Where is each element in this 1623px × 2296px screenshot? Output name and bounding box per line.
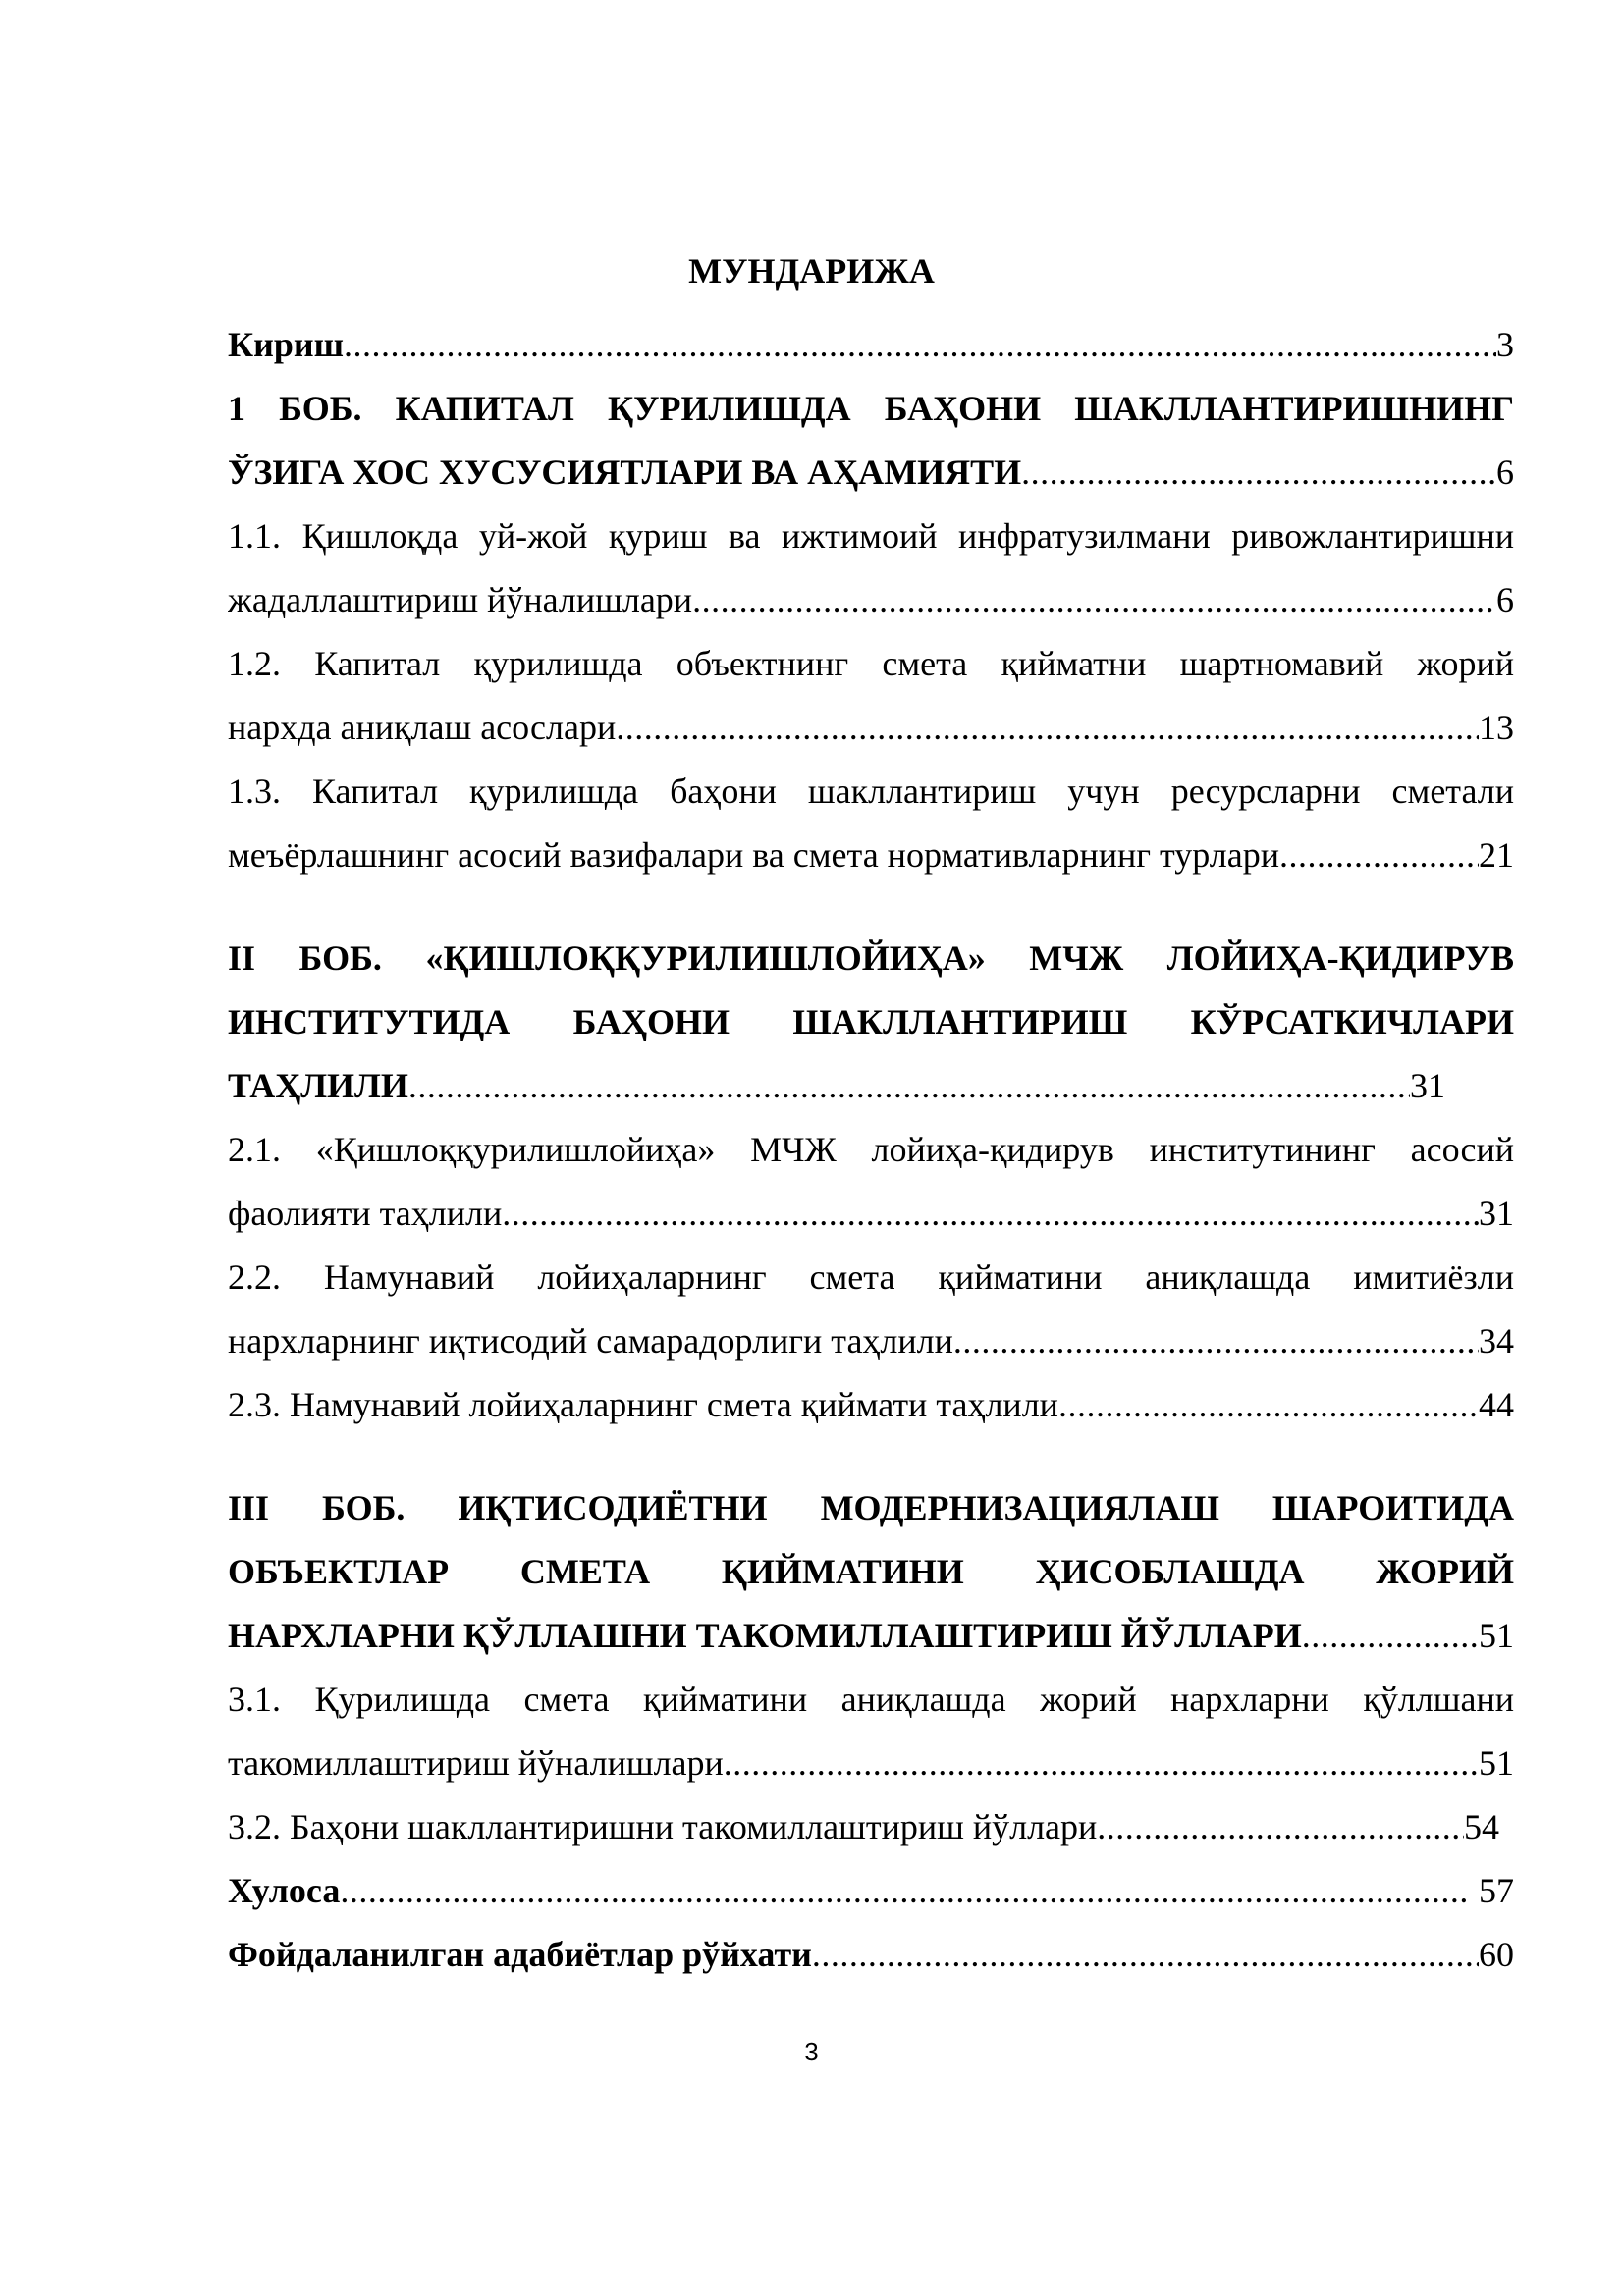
toc-page-number: 60 [1479,1935,1514,1974]
toc-leader-dots [812,1925,1479,1984]
toc-section-1-2[interactable] [228,698,1514,757]
toc-chapter-3[interactable] [228,1606,1514,1665]
toc-page-number: 3 [1496,325,1514,364]
toc-leader-dots [340,1861,1470,1920]
toc-chapter-1-line-1[interactable]: 1 БОБ. КАПИТАЛ ҚУРИЛИШДА БАҲОНИ ШАКЛЛАНТИРИШНИНГ [228,389,1514,428]
page-number-footer: 3 [804,2037,819,2066]
toc-section-2-2-line-1[interactable]: 2.2. Намунавий лойиҳаларнинг смета қийматини аниқлашда имитиёзли [228,1257,1514,1297]
toc-entry-label: фаолияти таҳлили [228,1194,503,1233]
toc-chapter-3-line-1[interactable]: III БОБ. ИҚТИСОДИЁТНИ МОДЕРНИЗАЦИЯЛАШ ШАРОИТИДА [228,1488,1514,1527]
toc-leader-dots [1058,1375,1479,1434]
toc-entry-label: НАРХЛАРНИ ҚЎЛЛАШНИ ТАКОМИЛЛАШТИРИШ ЙЎЛЛАРИ [228,1616,1302,1655]
toc-section-1-1[interactable] [228,570,1514,629]
toc-entry-label: такомиллаштириш йўналишлари [228,1743,724,1783]
toc-section-2-3[interactable] [228,1375,1514,1434]
toc-entry-label: 3.2. Баҳони шакллантиришни такомиллаштириш йўллари [228,1807,1098,1846]
toc-page-number: 13 [1479,708,1514,747]
toc-leader-dots [344,315,1496,374]
toc-chapter-2-line-1[interactable]: II БОБ. «ҚИШЛОҚҚУРИЛИШЛОЙИҲА» МЧЖ ЛОЙИҲА-ҚИДИРУВ [228,938,1514,978]
toc-leader-dots [502,1184,1479,1243]
toc-entry-label: Кириш [228,325,345,364]
toc-leader-dots [1097,1797,1464,1856]
toc-leader-dots [1302,1606,1479,1665]
toc-entry-label: Хулоса [228,1871,341,1910]
toc-entry-label: ЎЗИГА ХОС ХУСУСИЯТЛАРИ ВА АҲАМИЯТИ [228,453,1022,492]
toc-section-1-3[interactable] [228,826,1514,884]
toc-leader-dots [616,698,1479,757]
toc-entry-label: Фойдаланилган адабиётлар рўйхати [228,1935,812,1974]
toc-section-1-3-line-1[interactable]: 1.3. Капитал қурилишда баҳони шакллантириш учун ресурсларни сметали [228,772,1514,811]
toc-leader-dots [1021,443,1496,502]
toc-page-number: 34 [1479,1321,1514,1361]
toc-section-2-2[interactable] [228,1311,1514,1370]
toc-entry-label: 2.3. Намунавий лойиҳаларнинг смета қиймати таҳлили [228,1385,1058,1424]
toc-section-3-2[interactable] [228,1797,1499,1856]
toc-entry-label: жадаллаштириш йўналишлари [228,580,693,619]
toc-chapter-2[interactable] [228,1056,1445,1115]
toc-chapter-1[interactable] [228,443,1514,502]
toc-page-number: 31 [1479,1194,1514,1233]
toc-conclusion[interactable] [228,1861,1514,1920]
toc-entry-label: ТАҲЛИЛИ [228,1066,408,1105]
toc-page-number: 51 [1479,1616,1514,1655]
toc-page-number: 57 [1470,1871,1514,1910]
toc-page-number: 51 [1479,1743,1514,1783]
toc-chapter-2-line-2[interactable]: ИНСТИТУТИДА БАҲОНИ ШАКЛЛАНТИРИШ КЎРСАТКИЧЛАРИ [228,1002,1514,1041]
toc-page-number: 21 [1479,835,1514,875]
toc-leader-dots [724,1734,1479,1792]
toc-section-2-1[interactable] [228,1184,1514,1243]
toc-leader-dots [1279,826,1479,884]
toc-leader-dots [408,1056,1410,1115]
toc-page-number: 6 [1496,453,1514,492]
toc-page-number: 6 [1496,580,1514,619]
toc-section-1-2-line-1[interactable]: 1.2. Капитал қурилишда объектнинг смета қийматни шартномавий жорий [228,644,1514,683]
toc-entry-intro[interactable] [228,315,1514,374]
toc-section-3-1[interactable] [228,1734,1514,1792]
toc-section-2-1-line-1[interactable]: 2.1. «Қишлоққурилишлойиҳа» МЧЖ лойиҳа-қидирув институтининг асосий [228,1130,1514,1169]
toc-section-1-1-line-1[interactable]: 1.1. Қишлоқда уй-жой қуриш ва ижтимоий инфратузилмани ривожлантиришни [228,516,1514,556]
toc-page-number: 54 [1464,1807,1499,1846]
toc-entry-label: нархда аниқлаш асослари [228,708,617,747]
toc-leader-dots [953,1311,1479,1370]
toc-chapter-3-line-2[interactable]: ОБЪЕКТЛАР СМЕТА ҚИЙМАТИНИ ҲИСОБЛАШДА ЖОРИЙ [228,1552,1514,1591]
toc-entry-label: нархларнинг иқтисодий самарадорлиги таҳлили [228,1321,953,1361]
toc-page-number: 44 [1479,1385,1514,1424]
toc-section-3-1-line-1[interactable]: 3.1. Қурилишда смета қийматини аниқлашда жорий нархларни қўллшани [228,1680,1514,1719]
page-title: МУНДАРИЖА [688,251,935,291]
toc-entry-label: меъёрлашнинг асосий вазифалари ва смета нормативларнинг турлари [228,835,1279,875]
toc-page-number: 31 [1410,1066,1445,1105]
toc-leader-dots [692,570,1496,629]
toc-references[interactable] [228,1925,1514,1984]
